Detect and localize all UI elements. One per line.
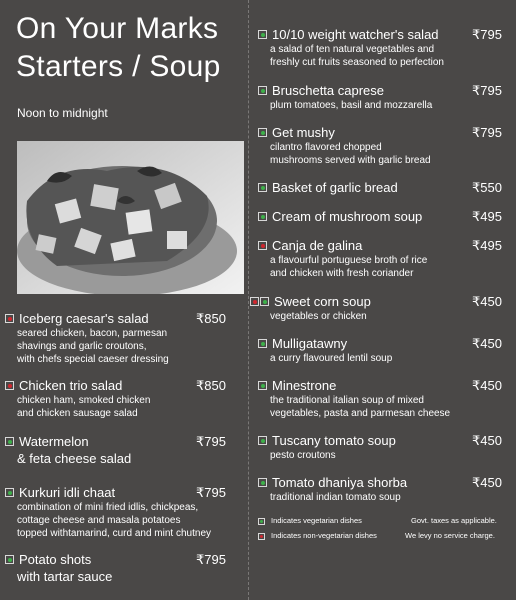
- item-name: Tuscany tomato soup: [272, 433, 396, 448]
- item-desc-1: plum tomatoes, basil and mozzarella: [270, 100, 433, 111]
- item-desc-3: topped withtamarind, curd and mint chutney: [17, 528, 211, 539]
- item-name: Get mushy: [272, 125, 335, 140]
- item-desc-1: a flavourful portuguese broth of rice: [270, 255, 428, 266]
- veg-icon: [260, 297, 269, 306]
- title-line-2: Starters / Soup: [16, 50, 221, 83]
- menu-item: [5, 551, 245, 585]
- menu-item: [258, 82, 508, 112]
- item-name: Potato shots: [19, 552, 92, 567]
- page-title: [16, 10, 221, 86]
- item-price: ₹795: [196, 552, 226, 567]
- menu-item: [258, 474, 508, 504]
- item-name: Bruschetta caprese: [272, 83, 385, 98]
- non-veg-icon: [5, 381, 14, 390]
- menu-item: [5, 310, 245, 366]
- service-charge-note: We levy no service charge.: [405, 531, 495, 540]
- item-name: Cream of mushroom soup: [272, 209, 423, 224]
- menu-item: [5, 433, 245, 467]
- menu-item: [250, 293, 508, 323]
- item-name: Kurkuri idli chaat: [19, 485, 116, 500]
- menu-item: [5, 377, 245, 420]
- item-desc-1: vegetables or chicken: [270, 311, 367, 322]
- item-price: ₹795: [196, 434, 226, 449]
- non-veg-icon: [258, 533, 265, 540]
- item-price: ₹450: [472, 336, 502, 351]
- item-desc-1: seared chicken, bacon, parmesan: [17, 328, 168, 339]
- item-desc-3: with chefs special caeser dressing: [17, 354, 169, 365]
- item-name: Watermelon: [19, 434, 89, 449]
- menu-item: [258, 237, 508, 280]
- item-name: Iceberg caesar's salad: [19, 311, 149, 326]
- menu-item: [258, 26, 508, 69]
- veg-icon: [5, 488, 14, 497]
- veg-icon: [258, 381, 267, 390]
- item-price: ₹795: [472, 27, 502, 42]
- veg-icon: [258, 128, 267, 137]
- menu-item: [5, 484, 245, 540]
- item-name: Canja de galina: [272, 238, 363, 253]
- item-price: ₹850: [196, 378, 226, 393]
- item-desc-1: combination of mini fried idlis, chickpeas,: [17, 502, 199, 513]
- legend-veg: [258, 516, 362, 526]
- legend-nonveg-label: Indicates non-vegetarian dishes: [271, 531, 377, 540]
- item-desc-1: the traditional italian soup of mixed: [270, 395, 424, 406]
- item-desc-1: traditional indian tomato soup: [270, 492, 401, 503]
- item-name: 10/10 weight watcher's salad: [272, 27, 439, 42]
- menu-item: [258, 377, 508, 420]
- menu-item: [258, 124, 508, 167]
- item-name: Chicken trio salad: [19, 378, 123, 393]
- item-desc-2: freshly cut fruits seasoned to perfection: [270, 57, 444, 68]
- opening-hours: Noon to midnight: [17, 106, 108, 120]
- menu-item: [258, 208, 508, 225]
- legend-veg-label: Indicates vegetarian dishes: [271, 516, 362, 525]
- item-price: ₹495: [472, 209, 502, 224]
- item-name-line-2: with tartar sauce: [17, 569, 113, 584]
- item-name: Tomato dhaniya shorba: [272, 475, 408, 490]
- item-name: Sweet corn soup: [274, 294, 371, 309]
- veg-icon: [258, 30, 267, 39]
- item-desc-1: a curry flavoured lentil soup: [270, 353, 393, 364]
- veg-icon: [5, 437, 14, 446]
- veg-icon: [5, 555, 14, 564]
- veg-icon: [258, 212, 267, 221]
- taxes-note: Govt. taxes as applicable.: [411, 516, 497, 525]
- veg-icon: [258, 478, 267, 487]
- item-desc-1: pesto croutons: [270, 450, 336, 461]
- non-veg-icon: [258, 241, 267, 250]
- item-desc-2: and chicken sausage salad: [17, 408, 138, 419]
- item-price: ₹850: [196, 311, 226, 326]
- veg-icon: [258, 436, 267, 445]
- item-price: ₹495: [472, 238, 502, 253]
- item-desc-1: a salad of ten natural vegetables and: [270, 44, 435, 55]
- non-veg-icon: [250, 297, 259, 306]
- menu-item: [258, 335, 508, 365]
- item-price: ₹450: [472, 294, 502, 309]
- item-price: ₹795: [196, 485, 226, 500]
- veg-icon: [258, 339, 267, 348]
- item-desc-2: shavings and garlic croutons,: [17, 341, 147, 352]
- item-name-line-2: & feta cheese salad: [17, 451, 132, 466]
- veg-icon: [258, 518, 265, 525]
- item-desc-1: chicken ham, smoked chicken: [17, 395, 151, 406]
- item-price: ₹450: [472, 378, 502, 393]
- item-price: ₹795: [472, 125, 502, 140]
- item-price: ₹550: [472, 180, 502, 195]
- item-desc-2: cottage cheese and masala potatoes: [17, 515, 181, 526]
- item-desc-1: cilantro flavored chopped: [270, 142, 382, 153]
- legend-nonveg: [258, 531, 377, 541]
- item-price: ₹795: [472, 83, 502, 98]
- item-desc-2: vegetables, pasta and parmesan cheese: [270, 408, 451, 419]
- non-veg-icon: [5, 314, 14, 323]
- item-name: Basket of garlic bread: [272, 180, 398, 195]
- item-price: ₹450: [472, 433, 502, 448]
- title-line-1: On Your Marks: [16, 12, 219, 45]
- item-price: ₹450: [472, 475, 502, 490]
- item-name: Minestrone: [272, 378, 337, 393]
- veg-icon: [258, 183, 267, 192]
- menu-item: [258, 179, 508, 196]
- item-desc-2: and chicken with fresh coriander: [270, 268, 414, 279]
- item-desc-2: mushrooms served with garlic bread: [270, 155, 431, 166]
- menu-item: [258, 432, 508, 462]
- item-name: Mulligatawny: [272, 336, 348, 351]
- bruschetta-photo: [17, 141, 244, 294]
- veg-icon: [258, 86, 267, 95]
